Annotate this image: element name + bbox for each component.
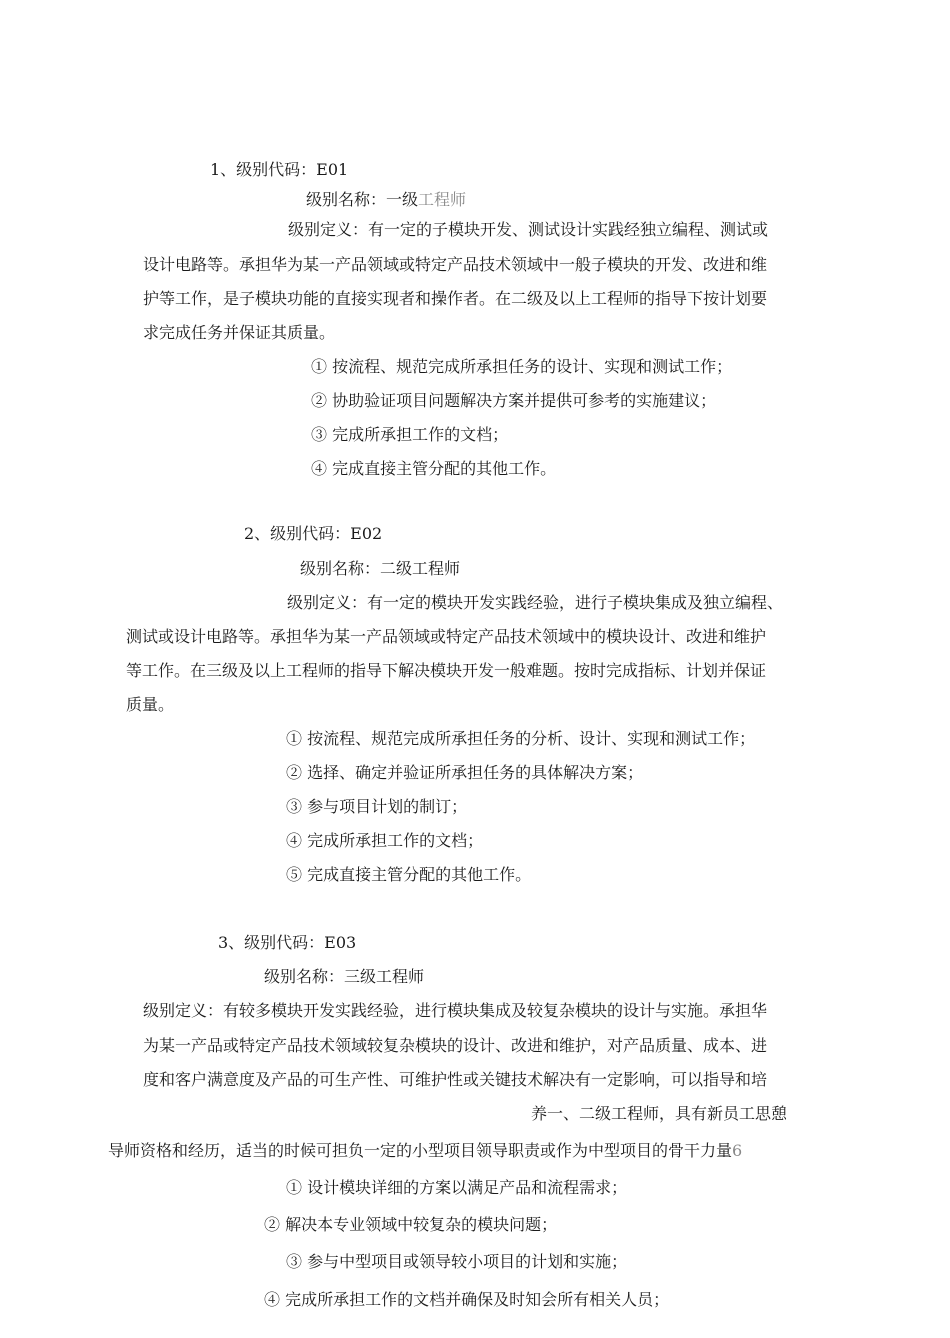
level-name-e03: 级别名称：三级工程师 — [264, 967, 425, 986]
duty-item: ① 设计模块详细的方案以满足产品和流程需求； — [286, 1178, 628, 1197]
definition-line: 级别定义：有一定的模块开发实践经验，进行子模块集成及独立编程、 — [287, 593, 784, 612]
duty-item: ② 选择、确定并验证所承担任务的具体解决方案； — [286, 763, 644, 782]
definition-line: 求完成任务并保证其质量。 — [143, 323, 336, 342]
duty-item: ① 按流程、规范完成所承担任务的设计、实现和测试工作； — [311, 357, 733, 376]
definition-text: 导师资格和经历，适当的时候可担负一定的小型项目领导职责或作为中型项目的骨干力量 — [108, 1141, 733, 1160]
duty-item: ① 按流程、规范完成所承担任务的分析、设计、实现和测试工作； — [286, 729, 756, 748]
level-code-e03: 3、级别代码：E03 — [218, 933, 357, 952]
definition-line: 级别定义：有较多模块开发实践经验，进行模块集成及较复杂模块的设计与实施。承担华 — [143, 1001, 768, 1020]
definition-line: 为某一产品或特定产品技术领域较复杂模块的设计、改进和维护，对产品质量、成本、进 — [143, 1036, 768, 1055]
level-code-e02: 2、级别代码：E02 — [244, 524, 383, 543]
duty-item: ③ 参与中型项目或领导较小项目的计划和实施； — [286, 1252, 628, 1271]
definition-line: 质量。 — [126, 695, 175, 714]
duty-item: ② 协助验证项目问题解决方案并提供可参考的实施建议； — [311, 391, 717, 410]
definition-line: 度和客户满意度及产品的可生产性、可维护性或关键技术解决有一定影响，可以指导和培 — [143, 1070, 768, 1089]
definition-line: 养一、二级工程师，具有新员工思憩 — [531, 1104, 788, 1123]
level-code-e01: 1、级别代码：E01 — [210, 160, 349, 179]
level-name-suffix: 工程师 — [418, 190, 467, 209]
duty-item: ③ 完成所承担工作的文档； — [311, 425, 509, 444]
definition-line: 护等工作，是子模块功能的直接实现者和操作者。在二级及以上工程师的指导下按计划要 — [143, 289, 768, 308]
definition-line: 测试或设计电路等。承担华为某一产品领域或特定产品技术领域中的模块设计、改进和维护 — [126, 627, 767, 646]
level-name-prefix: 级别名称：一级 — [306, 190, 419, 209]
duty-item: ③ 参与项目计划的制订； — [286, 797, 468, 816]
stray-mark: 6 — [732, 1141, 743, 1160]
duty-item: ② 解决本专业领域中较复杂的模块问题； — [264, 1215, 558, 1234]
duty-item: ④ 完成所承担工作的文档并确保及时知会所有相关人员； — [264, 1290, 670, 1309]
level-name-e02: 级别名称：二级工程师 — [300, 559, 461, 578]
duty-item: ④ 完成直接主管分配的其他工作。 — [311, 459, 557, 478]
definition-line: 等工作。在三级及以上工程师的指导下解决模块开发一般难题。按时完成指标、计划并保证 — [126, 661, 767, 680]
definition-line: 级别定义：有一定的子模块开发、测试设计实践经独立编程、测试或 — [288, 220, 769, 239]
definition-line — [108, 1141, 742, 1161]
duty-item: ⑤ 完成直接主管分配的其他工作。 — [286, 865, 532, 884]
definition-line: 设计电路等。承担华为某一产品领域或特定产品技术领域中一般子模块的开发、改进和维 — [143, 255, 768, 274]
level-name-e01 — [306, 190, 466, 210]
duty-item: ④ 完成所承担工作的文档； — [286, 831, 484, 850]
